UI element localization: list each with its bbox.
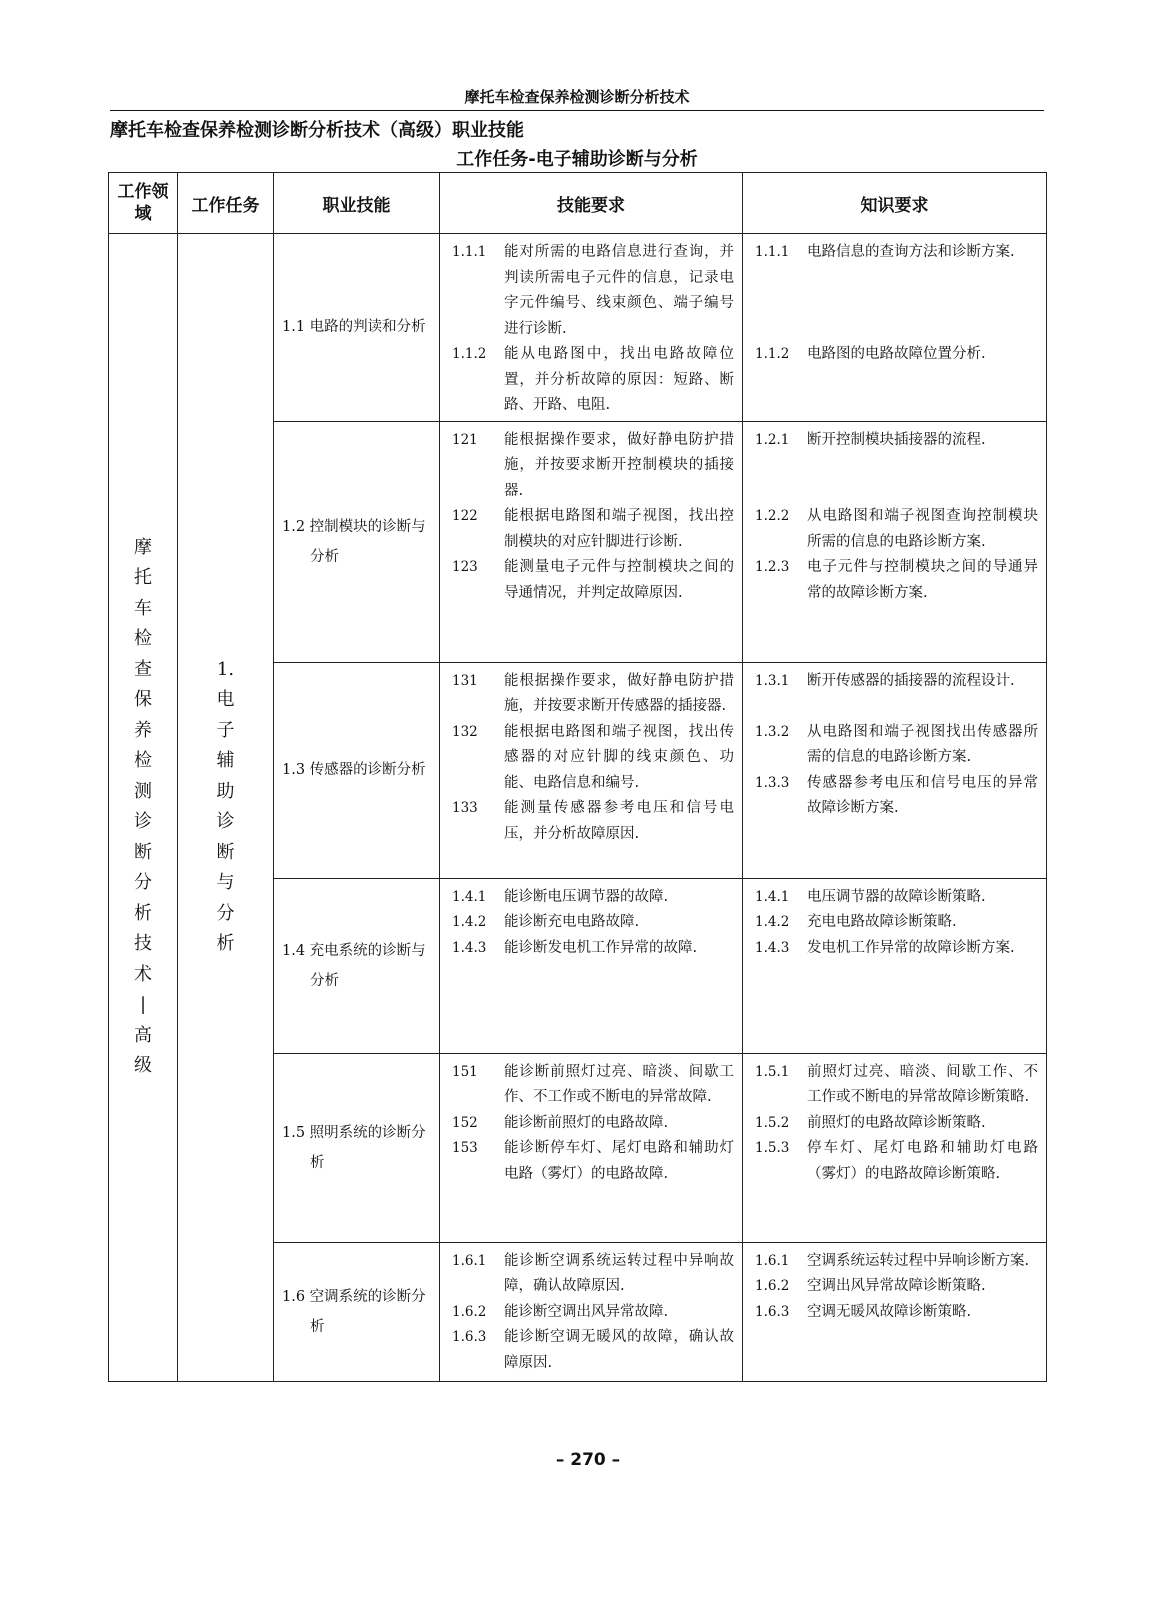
requirement-text: 能根据电路图和端子视图，找出传感器的对应针脚的线束颜色、功能、电路信息和编号. [504,723,734,791]
work-domain-char: 摩 [134,536,152,558]
requirement-text: 能从电路图中，找出电路故障位置，并分析故障的原因：短路、断路、开路、电阻. [504,346,734,413]
requirement-text: 充电电路故障诊断策略. [807,914,957,930]
requirement-number: 1.6.1 [755,1252,790,1269]
work-domain-char: 测 [134,780,152,802]
work-domain-char: 诊 [134,811,152,833]
vocational-skill-cell [274,1053,440,1242]
requirement-number: 1.3.3 [755,774,790,791]
work-domain-char: 检 [134,628,152,650]
header-work-task: 工作任务 [178,173,274,234]
requirement-text: 断开控制模块插接器的流程. [807,431,986,448]
requirement-item [755,694,1038,720]
requirement-item [755,1060,1038,1111]
requirement-number: 1.5.3 [755,1140,790,1156]
requirement-number: 1.6.3 [755,1303,790,1320]
requirement-item [755,317,1038,343]
requirement-item [755,453,1038,479]
skill-requirements-cell [440,234,743,422]
requirement-text [807,291,1038,317]
requirement-number: 121 [452,431,478,448]
work-task-cell [178,234,274,1382]
requirement-item [452,1300,734,1326]
requirement-number: 1.5.2 [755,1114,790,1131]
requirement-text: 从电路图和端子视图查询控制模块所需的信息的电路诊断方案. [807,508,1038,550]
requirement-number: 1.4.3 [755,939,790,956]
work-task-char: 助 [216,780,235,802]
work-domain-char: 车 [134,597,152,619]
knowledge-requirements-cell [743,1053,1047,1242]
requirement-item [452,1136,734,1187]
requirement-item [452,669,734,720]
requirement-number: 152 [452,1114,478,1131]
header-knowledge-requirements: 知识要求 [743,173,1047,234]
requirement-item [452,910,734,936]
requirement-text: 能诊断空调出风异常故障. [504,1303,669,1320]
requirement-item [755,1300,1038,1326]
work-domain-char: 高 [134,1024,152,1046]
header-skill-requirements: 技能要求 [440,173,743,234]
requirement-item [755,910,1038,936]
requirement-item [452,1249,734,1300]
requirement-text: 能对所需的电路信息进行查询，并判读所需电子元件的信息，记录电字元件编号、线束颜色、端子编号进行诊断. [504,244,734,337]
knowledge-requirements-cell [743,421,1047,662]
requirement-item [452,240,734,342]
requirement-text: 能根据操作要求，做好静电防护措施，并按要求断开控制模块的插接器. [504,431,734,499]
requirement-text: 能诊断空调无暖风的故障，确认故障原因. [504,1329,734,1371]
vocational-skill-cell [274,1242,440,1381]
requirement-text: 能诊断前照灯过亮、暗淡、间歇工作、不工作或不断电的异常故障. [504,1063,734,1105]
requirement-number: 1.6.2 [452,1303,487,1320]
requirement-item [755,885,1038,911]
requirement-number: 153 [452,1140,478,1156]
requirement-number: 132 [452,723,478,740]
vocational-skill-name: 1.6 空调系统的诊断分析 [282,1288,426,1335]
vocational-skill-name: 1.3 传感器的诊断分析 [282,762,426,778]
requirement-item [755,669,1038,695]
requirement-number: 1.2.1 [755,431,790,448]
requirement-item [755,555,1038,606]
requirement-text: 能测量电子元件与控制模块之间的导通情况，并判定故障原因. [504,559,734,601]
vocational-skill-cell [274,234,440,422]
requirement-text: 能诊断停车灯、尾灯电路和辅助灯电路（雾灯）的电路故障. [504,1140,734,1182]
vocational-skill-cell [274,421,440,662]
requirement-number [755,317,807,343]
requirement-text: 能诊断发电机工作异常的故障. [504,939,698,956]
requirement-number: 151 [452,1063,478,1080]
requirement-text: 电压调节器的故障诊断策略. [807,888,986,905]
requirement-number: 1.1.2 [452,346,487,362]
requirement-text: 能测量传感器参考电压和信号电压，并分析故障原因. [504,800,734,842]
work-domain-char: 级 [134,1055,152,1077]
requirement-text [807,694,1038,720]
work-task-char: 1. [216,658,235,680]
requirement-item [755,479,1038,505]
requirement-item [755,1274,1038,1300]
requirement-number [755,479,807,505]
requirement-number: 1.4.1 [452,888,487,905]
requirement-number: 122 [452,508,478,524]
requirement-item [755,291,1038,317]
requirement-text: 空调无暖风故障诊断策略. [807,1303,972,1320]
requirement-item [755,504,1038,555]
requirement-text: 能诊断空调系统运转过程中异响故障，确认故障原因. [504,1252,734,1294]
requirement-item [452,1060,734,1111]
knowledge-requirements-cell [743,1242,1047,1381]
requirement-text: 断开传感器的插接器的流程设计. [807,672,1015,689]
vocational-skill-name: 1.2 控制模块的诊断与分析 [282,518,426,565]
requirement-text: 能根据电路图和端子视图，找出控制模块的对应针脚进行诊断. [504,508,734,550]
skill-requirements-cell [440,878,743,1053]
skill-requirements-cell [440,662,743,878]
requirement-number: 1.4.3 [452,939,487,956]
requirement-item [452,1111,734,1137]
vocational-skill-name: 1.1 电路的判读和分析 [282,319,426,336]
requirement-number: 1.1.1 [755,244,790,260]
work-task-char: 断 [216,841,235,863]
knowledge-requirements-cell [743,662,1047,878]
table-row [109,234,1047,422]
requirement-item [452,555,734,606]
requirement-number: 1.4.2 [452,914,487,930]
requirement-item [755,342,1038,368]
work-domain-char: 析 [134,902,152,924]
requirement-item [452,936,734,962]
knowledge-requirements-cell [743,234,1047,422]
requirement-item [755,428,1038,454]
work-domain-char: 保 [134,689,152,711]
requirement-text: 电路图的电路故障位置分析. [807,346,986,362]
requirement-text: 空调出风异常故障诊断策略. [807,1278,986,1294]
requirement-text [807,266,1038,292]
vocational-skill-name: 1.4 充电系统的诊断与分析 [282,942,426,989]
work-task-char: 电 [216,689,235,711]
header-rule [110,110,1044,111]
work-domain-cell [109,234,178,1382]
work-task-char: 分 [216,902,235,924]
document-title: 摩托车检查保养检测诊断分析技术（高级）职业技能 [110,120,524,141]
vocational-skill-name: 1.5 照明系统的诊断分析 [282,1124,426,1171]
requirement-item [452,428,734,505]
table-header-row [109,173,1047,234]
requirement-text: 能诊断前照灯的电路故障. [504,1114,669,1131]
requirement-item [755,771,1038,822]
requirement-item [452,720,734,797]
running-header: 摩托车检查保养检测诊断分析技术 [464,88,690,106]
requirement-number: 1.6.1 [452,1252,487,1269]
work-domain-char: 托 [134,567,152,589]
requirement-item [755,936,1038,962]
requirement-item [452,504,734,555]
requirement-item [452,1325,734,1376]
requirement-text: 停车灯、尾灯电路和辅助灯电路（雾灯）的电路故障诊断策略. [807,1140,1038,1182]
requirement-number: 1.6.3 [452,1329,487,1345]
skill-requirements-cell [440,1053,743,1242]
skills-table [108,172,1047,1382]
skill-requirements-cell [440,1242,743,1381]
skill-requirements-cell [440,421,743,662]
requirement-text: 前照灯过亮、暗淡、间歇工作、不工作或不断电的异常故障诊断策略. [807,1063,1038,1105]
requirement-number: 1.2.2 [755,508,790,524]
requirement-text: 能诊断电压调节器的故障. [504,888,669,905]
requirement-text: 传感器参考电压和信号电压的异常故障诊断方案. [807,774,1038,816]
vocational-skill-cell [274,662,440,878]
requirement-number: 123 [452,559,478,575]
requirement-number: 1.1.2 [755,346,790,362]
requirement-text [807,453,1038,479]
requirement-text: 能诊断充电电路故障. [504,914,640,930]
requirement-number [755,266,807,292]
work-domain-char: 检 [134,750,152,772]
header-vocational-skill: 职业技能 [274,173,440,234]
requirement-number: 1.1.1 [452,244,487,260]
requirement-item [755,266,1038,292]
work-domain-char: 断 [134,841,152,863]
requirement-number [755,291,807,317]
page-number: – 270 – [555,1450,621,1470]
work-task-char: 辅 [216,750,235,772]
requirement-number: 133 [452,800,478,816]
work-domain-char: 分 [134,872,152,894]
header-work-domain: 工作领域 [109,173,178,234]
task-subtitle: 工作任务-电子辅助诊断与分析 [456,149,698,170]
requirement-number: 1.5.1 [755,1063,790,1080]
requirement-item [452,796,734,847]
requirement-item [755,1111,1038,1137]
requirement-number: 1.3.1 [755,672,790,689]
requirement-item [452,885,734,911]
work-task-char: 子 [216,719,235,741]
requirement-number: 1.3.2 [755,723,790,740]
knowledge-requirements-cell [743,878,1047,1053]
requirement-text: 能根据操作要求，做好静电防护措施，并按要求断开传感器的插接器. [504,672,734,714]
work-domain-char: | [139,994,147,1016]
work-domain-char: 技 [134,933,152,955]
requirement-item [755,240,1038,266]
requirement-number [755,694,807,720]
requirement-text: 电子元件与控制模块之间的导通异常的故障诊断方案. [807,559,1038,601]
work-task-char: 与 [216,872,235,894]
work-task-char: 诊 [216,811,235,833]
requirement-number: 131 [452,672,478,689]
requirement-text: 从电路图和端子视图找出传感器所需的信息的电路诊断方案. [807,723,1038,765]
work-domain-char: 养 [134,719,152,741]
work-task-char: 析 [216,933,235,955]
requirement-number [755,453,807,479]
requirement-text: 发电机工作异常的故障诊断方案. [807,939,1015,956]
vocational-skill-cell [274,878,440,1053]
work-domain-char: 查 [134,658,152,680]
requirement-text [807,479,1038,505]
requirement-item [755,1249,1038,1275]
requirement-number: 1.4.2 [755,914,790,930]
requirement-text: 前照灯的电路故障诊断策略. [807,1114,986,1131]
requirement-text: 空调系统运转过程中异响诊断方案. [807,1252,1030,1269]
requirement-item [755,720,1038,771]
requirement-number: 1.2.3 [755,559,790,575]
requirement-number: 1.4.1 [755,888,790,905]
requirement-number: 1.6.2 [755,1278,790,1294]
requirement-item [452,342,734,419]
requirement-item [755,1136,1038,1187]
requirement-text [807,317,1038,343]
requirement-text: 电路信息的查询方法和诊断方案. [807,244,1015,260]
work-domain-char: 术 [134,963,152,985]
